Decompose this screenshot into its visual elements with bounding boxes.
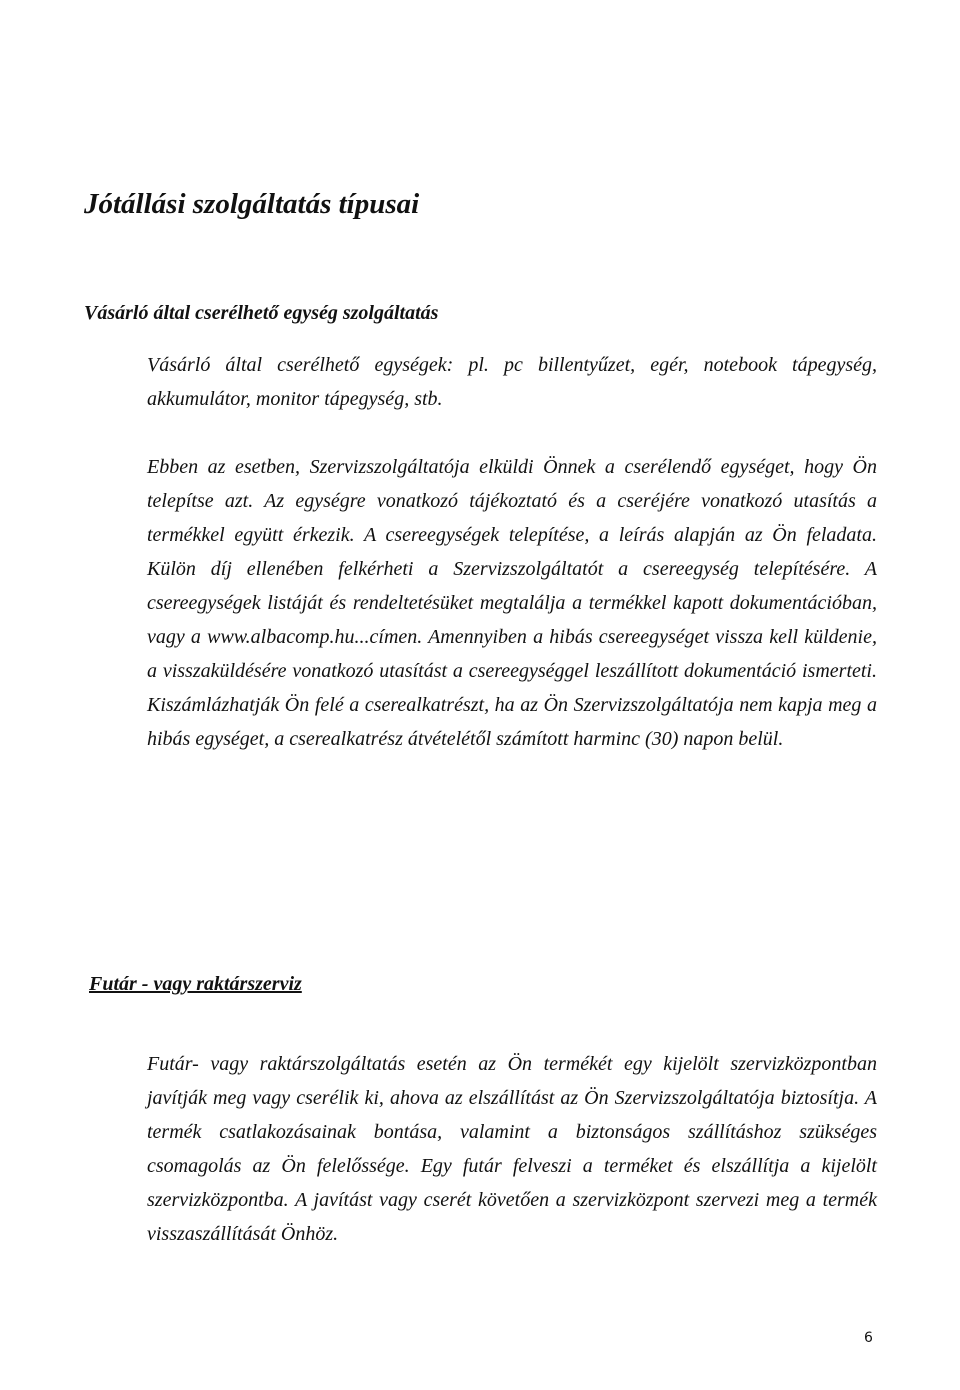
section-heading-courier-depot-service: Futár - vagy raktárszerviz (89, 973, 302, 995)
paragraph-replacement-procedure: Ebben az esetben, Szervizszolgáltatója elküldi Önnek a cserélendő egységet, hogy Ön telepítse azt. Az egységre vonatkozó tájékoztató és a cseréjére vonatkozó utasítás a termékkel együtt érkezik. A csereegységek telepítése, a leírás alapján az Ön feladata. Külön díj ellenében felkérheti a Szervizszolgáltatót a csereegység telepítésére. A csereegységek listáját és rendeltetésüket megtalálja a termékkel kapott dokumentációban, vagy a www.albacomp.hu...címen. Amennyiben a hibás csereegységet vissza kell küldenie, a visszaküldésére vonatkozó utasítást a csereegységgel leszállított dokumentáció ismerteti. Kiszámlázhatják Ön felé a cserealkatrészt, ha az Ön Szervizszolgáltatója nem kapja meg a hibás egységet, a cserealkatrész átvételétől számított harminc (30) napon belül. (147, 456, 877, 750)
page-title: Jótállási szolgáltatás típusai (84, 188, 420, 220)
section-heading-customer-replaceable-unit: Vásárló által cserélhető egység szolgáltatás (84, 302, 439, 324)
page-number: 6 (864, 1330, 873, 1346)
paragraph-courier-depot-service: Futár- vagy raktárszolgáltatás esetén az Ön termékét egy kijelölt szervizközpontban javítják meg vagy cserélik ki, ahova az elszállítást az Ön Szervizszolgáltatója biztosítja. A termék csatlakozásainak bontása, valamint a biztonságos szállításhoz szükséges csomagolás az Ön felelőssége. Egy futár felveszi a terméket és elszállítja a kijelölt szervizközpontba. A javítást vagy cserét követően a szervizközpont szervezi meg a termék visszaszállítását Önhöz. (147, 1053, 877, 1245)
paragraph-replaceable-units-examples: Vásárló által cserélhető egységek: pl. pc billentyűzet, egér, notebook tápegység, akkumulátor, monitor tápegység, stb. (147, 354, 877, 410)
